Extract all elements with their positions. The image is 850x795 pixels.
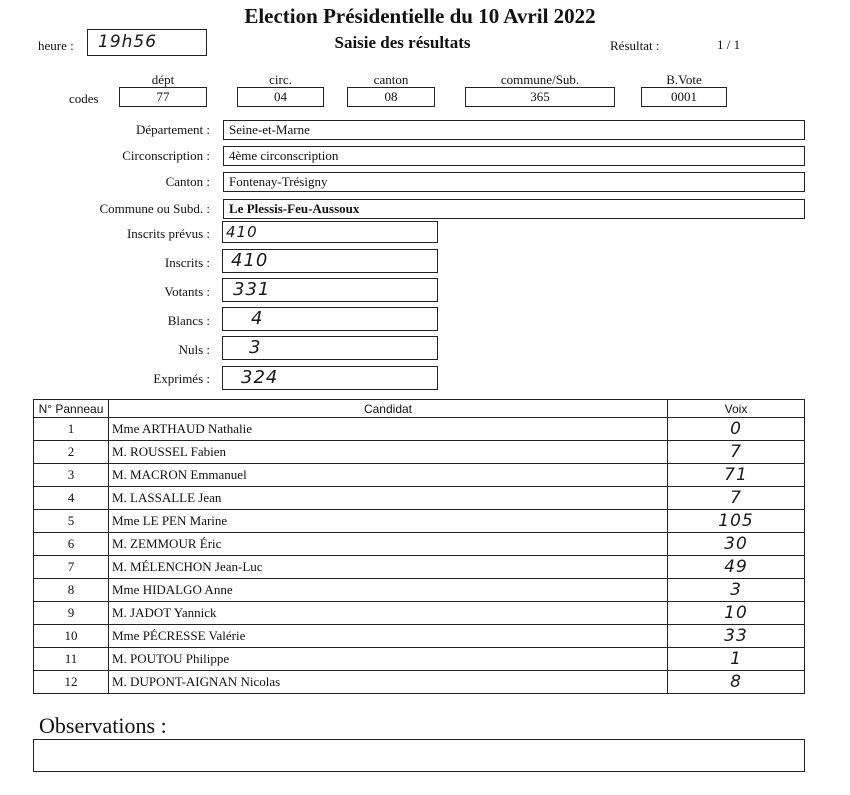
table-row xyxy=(34,510,805,533)
candidate-name: M. JADOT Yannick xyxy=(109,602,668,625)
commune-field[interactable]: Le Plessis-Feu-Aussoux xyxy=(223,199,805,219)
circ-header: circ. xyxy=(269,72,292,87)
panneau-number: 10 xyxy=(34,625,109,648)
panneau-number: 2 xyxy=(34,441,109,464)
panneau-number: 1 xyxy=(34,418,109,441)
voix-field[interactable]: 7 xyxy=(668,441,805,464)
panneau-number: 12 xyxy=(34,671,109,694)
commune-label: Commune ou Subd. : xyxy=(99,201,210,216)
heure-field[interactable]: 19h56 xyxy=(87,29,207,56)
departement-field[interactable]: Seine-et-Marne xyxy=(223,120,805,140)
circonscription-field[interactable]: 4ème circonscription xyxy=(223,146,805,166)
voix-field[interactable]: 1 xyxy=(668,648,805,671)
voix-field[interactable]: 71 xyxy=(668,464,805,487)
page-subtitle: Saisie des résultats xyxy=(334,33,471,52)
panneau-number: 5 xyxy=(34,510,109,533)
table-row xyxy=(34,441,805,464)
candidate-name: M. ROUSSEL Fabien xyxy=(109,441,668,464)
canton-code-field[interactable]: 08 xyxy=(347,87,435,107)
candidate-name: M. MACRON Emmanuel xyxy=(109,464,668,487)
voix-field[interactable]: 49 xyxy=(668,556,805,579)
dept-header: dépt xyxy=(151,72,175,87)
dept-code-field[interactable]: 77 xyxy=(119,87,207,107)
panneau-number: 6 xyxy=(34,533,109,556)
table-row xyxy=(34,625,805,648)
voix-field[interactable]: 8 xyxy=(668,671,805,694)
observations-label: Observations : xyxy=(39,713,167,738)
table-header-row xyxy=(34,400,805,418)
exprimes-label: Exprimés : xyxy=(153,371,210,386)
col-voix-header: Voix xyxy=(668,400,805,418)
panneau-number: 4 xyxy=(34,487,109,510)
results-table xyxy=(33,399,805,694)
heure-label: heure : xyxy=(38,38,74,53)
bvote-header: B.Vote xyxy=(666,72,702,87)
candidate-name: M. POUTOU Philippe xyxy=(109,648,668,671)
table-row xyxy=(34,464,805,487)
candidate-name: Mme HIDALGO Anne xyxy=(109,579,668,602)
blancs-label: Blancs : xyxy=(167,313,210,328)
table-row xyxy=(34,556,805,579)
table-row xyxy=(34,602,805,625)
table-row xyxy=(34,418,805,441)
candidate-name: Mme PÉCRESSE Valérie xyxy=(109,625,668,648)
inscrits-label: Inscrits : xyxy=(164,255,210,270)
panneau-number: 9 xyxy=(34,602,109,625)
voix-field[interactable]: 33 xyxy=(668,625,805,648)
votants-label: Votants : xyxy=(164,284,210,299)
bvote-code-field[interactable]: 0001 xyxy=(641,87,727,107)
circ-code-field[interactable]: 04 xyxy=(237,87,324,107)
canton-field[interactable]: Fontenay-Trésigny xyxy=(223,172,805,192)
circonscription-label: Circonscription : xyxy=(122,148,210,163)
codes-label: codes xyxy=(69,91,99,106)
candidate-name: Mme ARTHAUD Nathalie xyxy=(109,418,668,441)
table-row xyxy=(34,533,805,556)
voix-field[interactable]: 0 xyxy=(668,418,805,441)
commune-header: commune/Sub. xyxy=(500,72,580,87)
candidate-name: Mme LE PEN Marine xyxy=(109,510,668,533)
col-panneau-header: N° Panneau xyxy=(34,400,109,418)
voix-field[interactable]: 7 xyxy=(668,487,805,510)
inscrits-prevus-field[interactable]: 410 xyxy=(222,221,438,243)
candidate-name: M. MÉLENCHON Jean-Luc xyxy=(109,556,668,579)
table-row xyxy=(34,487,805,510)
candidate-name: M. DUPONT-AIGNAN Nicolas xyxy=(109,671,668,694)
table-row xyxy=(34,671,805,694)
inscrits-prevus-label: Inscrits prévus : xyxy=(126,226,210,241)
nuls-label: Nuls : xyxy=(178,342,210,357)
canton-header: canton xyxy=(373,72,409,87)
departement-label: Département : xyxy=(136,122,210,137)
blancs-field[interactable]: 4 xyxy=(222,307,438,331)
panneau-number: 11 xyxy=(34,648,109,671)
resultat-label: Résultat : xyxy=(610,38,660,53)
observations-field[interactable] xyxy=(33,739,805,772)
canton-label: Canton : xyxy=(165,174,210,189)
page-title: Election Présidentielle du 10 Avril 2022 xyxy=(244,4,596,28)
panneau-number: 8 xyxy=(34,579,109,602)
votants-field[interactable]: 331 xyxy=(222,278,438,302)
inscrits-field[interactable]: 410 xyxy=(222,249,438,273)
panneau-number: 7 xyxy=(34,556,109,579)
resultat-value: 1 / 1 xyxy=(717,37,741,52)
voix-field[interactable]: 10 xyxy=(668,602,805,625)
table-row xyxy=(34,648,805,671)
voix-field[interactable]: 3 xyxy=(668,579,805,602)
table-row xyxy=(34,579,805,602)
voix-field[interactable]: 30 xyxy=(668,533,805,556)
nuls-field[interactable]: 3 xyxy=(222,336,438,360)
commune-code-field[interactable]: 365 xyxy=(465,87,615,107)
exprimes-field[interactable]: 324 xyxy=(222,366,438,390)
candidate-name: M. ZEMMOUR Éric xyxy=(109,533,668,556)
panneau-number: 3 xyxy=(34,464,109,487)
voix-field[interactable]: 105 xyxy=(668,510,805,533)
candidate-name: M. LASSALLE Jean xyxy=(109,487,668,510)
col-candidat-header: Candidat xyxy=(109,400,668,418)
